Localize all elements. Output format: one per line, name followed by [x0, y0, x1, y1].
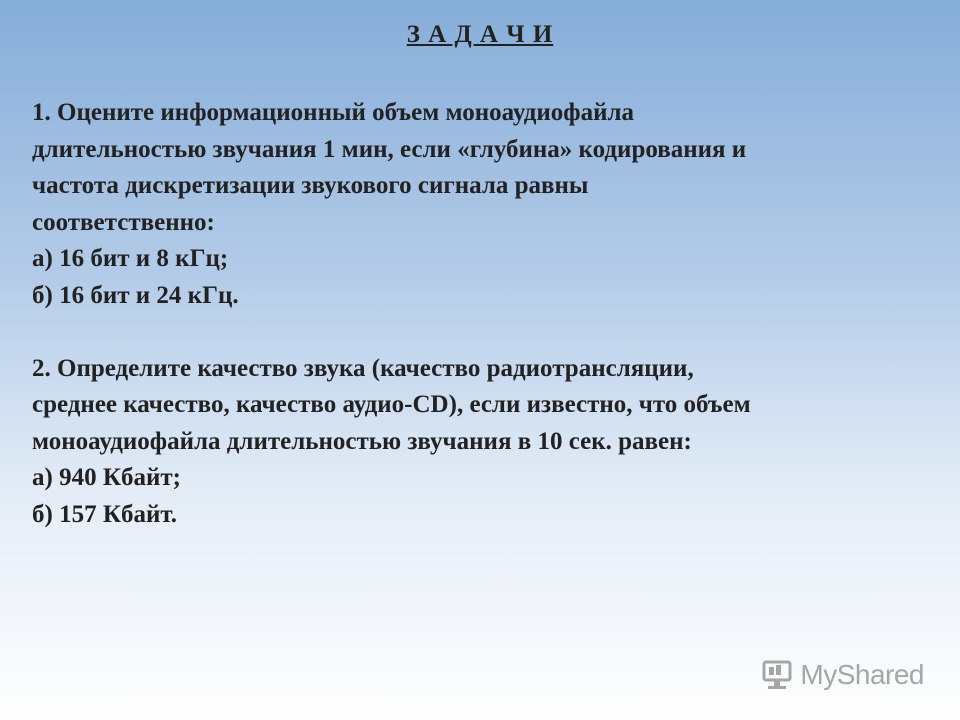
task-2-line: моноаудиофайла длительностью звучания в 10 сек. равен: — [32, 427, 692, 455]
task-2 — [32, 351, 952, 534]
spacer — [32, 314, 952, 351]
watermark-text: MyShared — [800, 659, 924, 690]
slide-content — [32, 95, 952, 533]
task-1-line: соответственно: — [32, 208, 215, 236]
task-2-option-a: а) 940 Кбайт; — [32, 464, 181, 491]
slide-title: З А Д А Ч И — [406, 21, 554, 48]
task-1-line: 1. Оцените информационный объем моноаудиофайла — [32, 99, 635, 126]
task-1-option-a: а) 16 бит и 8 кГц; — [32, 245, 229, 272]
monitor-icon — [760, 658, 794, 692]
task-2-line: 2. Определите качество звука (качество радиотрансляции, — [32, 354, 694, 382]
task-2-option-b: б) 157 Кбайт. — [32, 500, 178, 528]
task-1-option-b: б) 16 бит и 24 кГц. — [32, 281, 239, 309]
task-1-line: длительностью звучания 1 мин, если «глубина» кодирования и — [32, 135, 747, 163]
task-2-line: среднее качество, качество аудио-CD), если известно, что объем — [32, 391, 751, 418]
task-1-line: частота дискретизации звукового сигнала равны — [32, 172, 589, 199]
watermark — [760, 658, 924, 692]
task-1 — [32, 95, 952, 314]
